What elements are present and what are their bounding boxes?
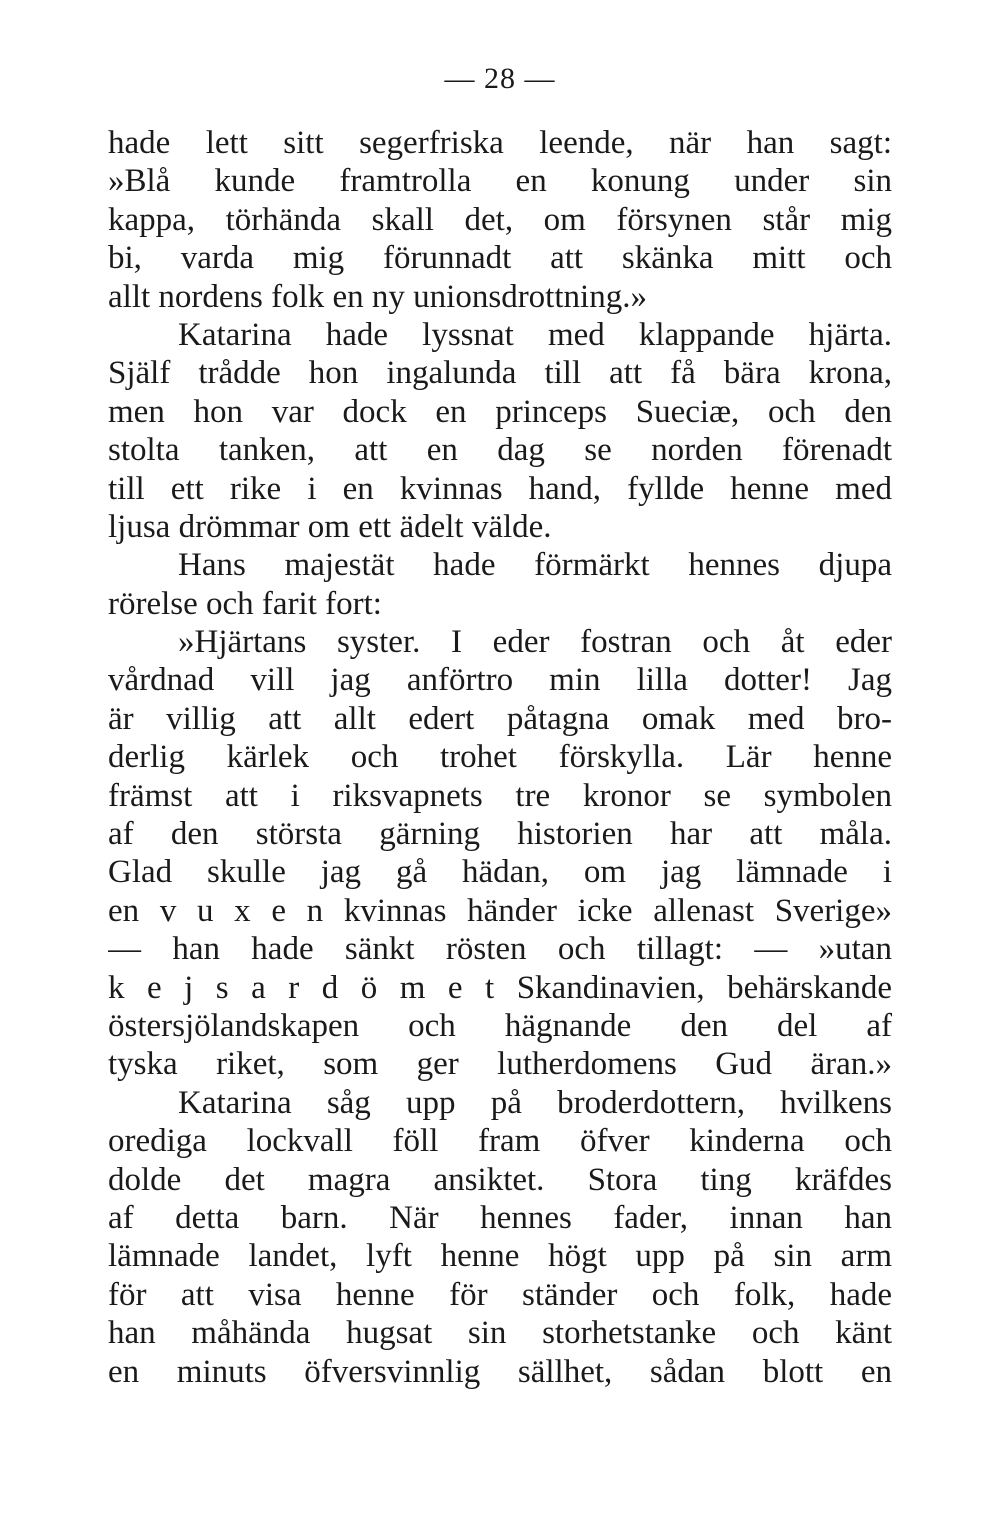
- text-line: bi, varda mig förunnadt att skänka mitt och: [108, 240, 892, 277]
- text-line: vårdnad vill jag anförtro min lilla dotter! Jag: [108, 662, 892, 699]
- body-text: [108, 124, 892, 1391]
- text-line: af den största gärning historien har att måla.: [108, 816, 892, 853]
- text-line: lämnade landet, lyft henne högt upp på sin arm: [108, 1238, 892, 1275]
- text-line: tyska riket, som ger lutherdomens Gud äran.»: [108, 1046, 892, 1083]
- text-line: en minuts öfversvinnlig sällhet, sådan blott en: [108, 1353, 892, 1390]
- text-line: — han hade sänkt rösten och tillagt: — »utan: [108, 931, 892, 968]
- text-line: »Blå kunde framtrolla en konung under sin: [108, 163, 892, 200]
- text-line: dolde det magra ansiktet. Stora ting kräfdes: [108, 1161, 892, 1198]
- text-line: allt nordens folk en ny unionsdrottning.»: [108, 278, 647, 315]
- text-line: hade lett sitt segerfriska leende, när han sagt:: [108, 125, 892, 161]
- text-line: orediga lockvall föll fram öfver kinderna och: [108, 1123, 892, 1160]
- text-line: »Hjärtans syster. I eder fostran och åt eder: [178, 624, 892, 661]
- text-line: kappa, törhända skall det, om försynen står mig: [108, 201, 892, 238]
- text-line: han måhända hugsat sin storhetstanke och känt: [108, 1315, 892, 1352]
- text-line: men hon var dock en princeps Sueciæ, och den: [108, 393, 892, 430]
- text-line: stolta tanken, att en dag se norden förenadt: [108, 432, 892, 469]
- text-line: Själf trådde hon ingalunda till att få bära krona,: [108, 355, 892, 392]
- text-line: derlig kärlek och trohet förskylla. Lär henne: [108, 739, 892, 776]
- text-line: en v u x e n kvinnas händer icke allenast Sverige»: [108, 892, 892, 929]
- text-line: östersjölandskapen och hägnande den del af: [108, 1007, 892, 1044]
- text-line: ljusa drömmar om ett ädelt välde.: [108, 508, 552, 545]
- text-line: främst att i riksvapnets tre kronor se symbolen: [108, 777, 892, 814]
- page-number: — 28 —: [444, 62, 556, 95]
- text-line: Katarina hade lyssnat med klappande hjärta.: [178, 316, 892, 353]
- text-line: Hans majestät hade förmärkt hennes djupa: [178, 547, 892, 584]
- text-line: Glad skulle jag gå hädan, om jag lämnade i: [108, 854, 892, 891]
- text-line: af detta barn. När hennes fader, innan han: [108, 1199, 892, 1236]
- text-line: Katarina såg upp på broderdottern, hvilkens: [178, 1084, 892, 1121]
- text-line: är villig att allt edert påtagna omak med bro-: [108, 700, 892, 737]
- text-line: till ett rike i en kvinnas hand, fyllde henne med: [108, 470, 892, 507]
- text-line: rörelse och farit fort:: [108, 585, 382, 622]
- text-line: för att visa henne för ständer och folk, hade: [108, 1276, 892, 1313]
- text-line: k e j s a r d ö m e t Skandinavien, behärskande: [108, 969, 892, 1006]
